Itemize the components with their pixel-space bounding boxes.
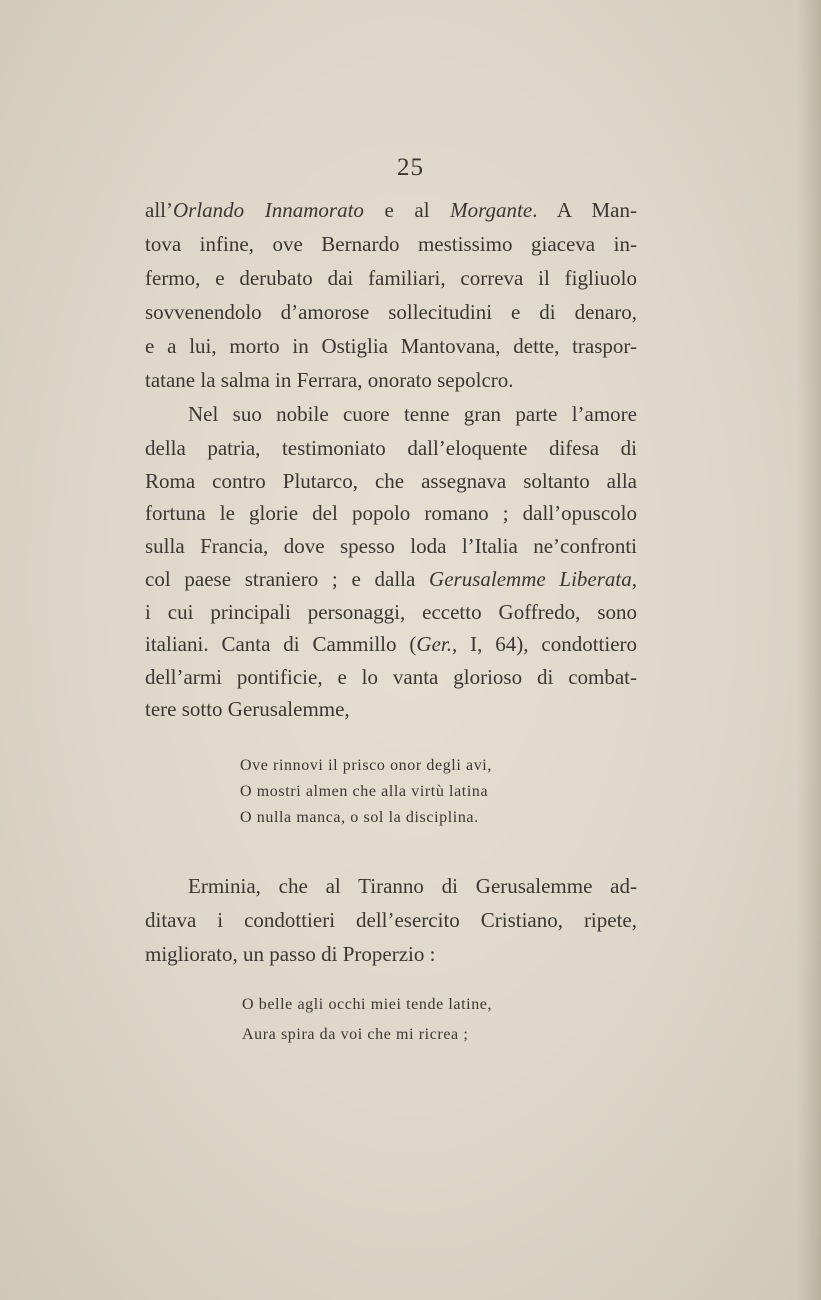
paragraph2-line8 <box>145 627 637 661</box>
text-run: italiani. Canta di Cammillo ( <box>145 632 417 656</box>
text-run: col paese straniero ; e dalla <box>145 567 430 591</box>
paragraph1-line3: fermo, e derubato dai familiari, correva il figliuolo <box>145 266 637 290</box>
verse1-line2: O mostri almen che alla virtù latina <box>240 783 489 800</box>
paragraph2-line7: i cui principali personaggi, eccetto Goffredo, sono <box>145 600 637 624</box>
text-run: I, 64), condottiero <box>457 632 638 656</box>
paragraph2-line10: tere sotto Gerusalemme, <box>145 697 350 721</box>
page-number: 25 <box>397 154 424 181</box>
verse1-line3: O nulla manca, o sol la disciplina. <box>240 809 479 826</box>
verse1-line1: Ove rinnovi il prisco onor degli avi, <box>240 757 492 774</box>
paragraph2-line2: della patria, testimoniato dall’eloquente difesa di <box>145 436 637 460</box>
paragraph1-line2: tova infine, ove Bernardo mestissimo giaceva in- <box>145 232 637 256</box>
paragraph3-line2: ditava i condottieri dell’esercito Cristiano, ripete, <box>145 908 637 932</box>
text-run: e al <box>363 198 451 222</box>
title-orlando-innamorato: Orlando Innamorato <box>172 198 364 222</box>
verse2-line2: Aura spira da voi che mi ricrea ; <box>242 1026 469 1043</box>
paragraph1-line5: e a lui, morto in Ostiglia Mantovana, dette, traspor- <box>145 334 637 358</box>
paragraph2-line1: Nel suo nobile cuore tenne gran parte l’amore <box>188 402 637 426</box>
paragraph2-line6 <box>145 562 637 596</box>
text-run: . A Man- <box>532 198 637 222</box>
paragraph2-line4: fortuna le glorie del popolo romano ; dall’opuscolo <box>145 501 637 525</box>
paragraph1-line1 <box>145 193 637 227</box>
paragraph1-line6: tatane la salma in Ferrara, onorato sepolcro. <box>145 368 514 392</box>
text-run: all’ <box>145 198 173 222</box>
paragraph1-line4: sovvenendolo d’amorose sollecitudini e di denaro, <box>145 300 637 324</box>
paragraph3-line1: Erminia, che al Tiranno di Gerusalemme ad- <box>188 874 637 898</box>
title-gerusalemme-liberata: Gerusalemme Liberata, <box>429 567 637 591</box>
page-edge-shadow <box>797 0 821 1300</box>
paragraph2-line5: sulla Francia, dove spesso loda l’Italia ne’confronti <box>145 534 637 558</box>
verse2-line1: O belle agli occhi miei tende latine, <box>242 996 493 1013</box>
title-morgante: Morgante <box>450 198 533 222</box>
paragraph2-line3: Roma contro Plutarco, che assegnava soltanto alla <box>145 469 637 493</box>
citation-ger: Ger., <box>416 632 458 656</box>
paragraph2-line9: dell’armi pontificie, e lo vanta glorioso di combat- <box>145 665 637 689</box>
paragraph3-line3: migliorato, un passo di Properzio : <box>145 942 436 966</box>
